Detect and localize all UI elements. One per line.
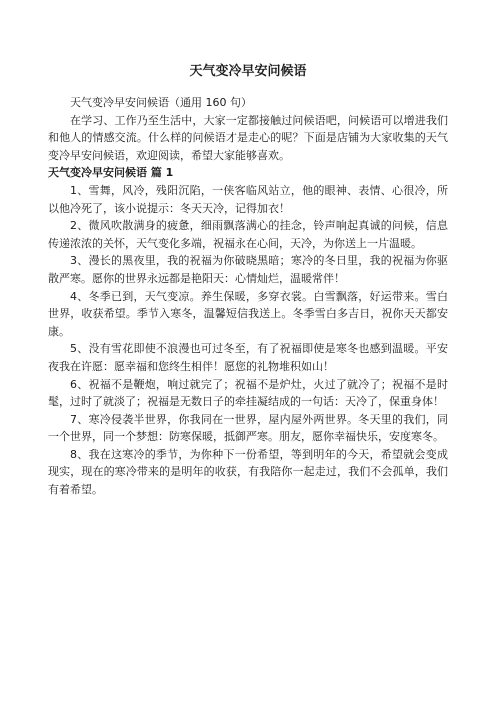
intro-line: 天气变冷早安问候语（通用 160 句） <box>70 96 252 109</box>
greeting-item-2: 2、微风吹散满身的疲惫，细雨飘落满心的挂念，铃声响起真诚的问候，信息传递浓浓的关怀，天气变化多端，祝福永在心间，天冷，为你送上一片温暖。 <box>48 219 448 250</box>
greeting-item-4: 4、冬季已到，天气变凉。养生保暖，多穿衣裳。白雪飘落，好运带来。雪白世界，收获希望。季节入寒冬，温馨短信我送上。冬季雪白多吉日，祝你天天都安康。 <box>48 289 448 338</box>
greeting-item-7: 7、寒冷侵袭半世界，你我同在一世界，屋内屋外两世界。冬天里的我们，同一个世界，同一个梦想：防寒保暖，抵御严寒。朋友，愿你幸福快乐，安度寒冬。 <box>48 412 448 444</box>
greeting-item-5: 5、没有雪花即使不浪漫也可过冬至，有了祝福即使是寒冬也感到温暖。平安夜我在许愿：愿幸福和您终生相伴！愿您的礼物堆积如山！ <box>48 342 448 373</box>
greeting-item-1: 1、雪舞，风冷，残阳沉陷，一侠客临风站立，他的眼神、表情、心很冷，所以他冷死了，该小说提示：冬天天冷，记得加衣！ <box>48 183 448 215</box>
greeting-item-3: 3、漫长的黑夜里，我的祝福为你破晓黑暗；寒冷的冬日里，我的祝福为你驱散严寒。愿你的世界永远都是艳阳天：心情灿烂，温暖常伴！ <box>48 254 448 285</box>
greeting-item-6: 6、祝福不是鞭炮，响过就完了；祝福不是炉灶，火过了就冷了；祝福不是时髦，过时了就淡了；祝福是无数日子的牵挂凝结成的一句话：天冷了，保重身体！ <box>48 377 448 409</box>
section-heading: 天气变冷早安问候语 篇 1 <box>48 166 174 180</box>
intro-paragraph: 在学习、工作乃至生活中，大家一定都接触过问候语吧，问候语可以增进我们和他人的情感交流。什么样的问候语才是走心的呢？下面是店铺为大家收集的天气变冷早安问候语，欢迎阅读，希望大家能够喜欢。 <box>48 113 448 162</box>
document-title: 天气变冷早安问候语 <box>189 64 307 79</box>
greeting-item-8: 8、我在这寒冷的季节，为你种下一份希望，等到明年的今天，希望就会变成现实，现在的寒冷带来的是明年的收获，有我陪你一起走过，我们不会孤单，我们有着希望。 <box>48 447 448 497</box>
